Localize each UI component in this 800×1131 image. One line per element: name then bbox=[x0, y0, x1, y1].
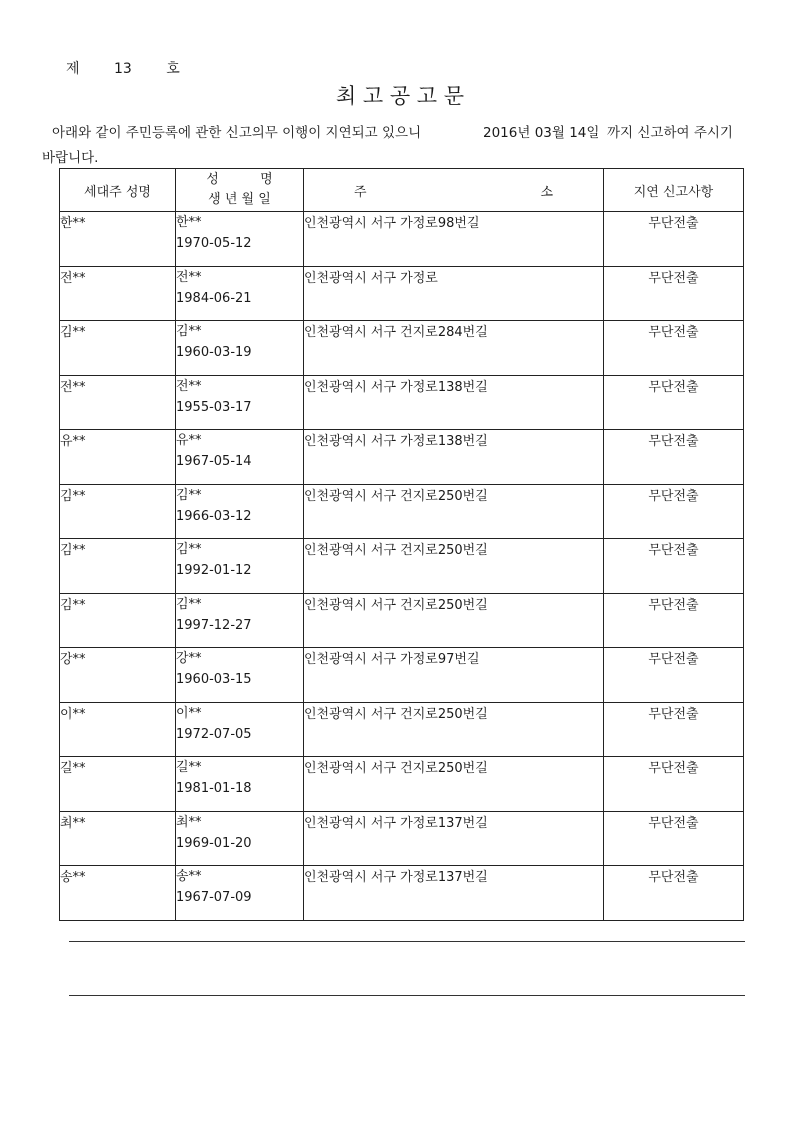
address-cell: 인천광역시 서구 가정로137번길 bbox=[304, 811, 604, 866]
person-name: 김** bbox=[176, 324, 202, 339]
intro-tail: 까지 신고하여 주시기 bbox=[607, 125, 733, 141]
person-cell bbox=[176, 811, 304, 866]
householder-cell: 전** bbox=[60, 266, 176, 321]
birth-date: 1972-07-05 bbox=[176, 726, 252, 742]
person-name: 송** bbox=[176, 869, 202, 884]
person-name: 길** bbox=[176, 760, 202, 775]
householder-cell: 이** bbox=[60, 702, 176, 757]
issue-number-line bbox=[66, 58, 180, 78]
householder-cell: 전** bbox=[60, 375, 176, 430]
notice-table bbox=[59, 168, 744, 921]
intro-line-2: 바랍니다. bbox=[42, 150, 99, 166]
person-cell bbox=[176, 484, 304, 539]
birth-date: 1960-03-19 bbox=[176, 345, 252, 360]
person-cell bbox=[176, 648, 304, 703]
birth-date: 1969-01-20 bbox=[176, 835, 252, 851]
address-cell: 인천광역시 서구 가정로98번길 bbox=[304, 212, 604, 267]
person-name: 전** bbox=[176, 378, 202, 394]
address-cell: 인천광역시 서구 가정로138번길 bbox=[304, 430, 604, 485]
person-cell bbox=[176, 430, 304, 485]
table-row bbox=[60, 375, 744, 430]
householder-cell: 김** bbox=[60, 321, 176, 376]
birth-date: 1960-03-15 bbox=[176, 672, 252, 687]
divider-line bbox=[69, 941, 745, 942]
status-cell: 무단전출 bbox=[604, 811, 744, 866]
header-address bbox=[304, 169, 604, 212]
table-row bbox=[60, 266, 744, 321]
person-name: 강** bbox=[176, 651, 202, 666]
householder-cell: 김** bbox=[60, 539, 176, 594]
person-cell bbox=[176, 702, 304, 757]
status-cell: 무단전출 bbox=[604, 539, 744, 594]
householder-cell: 김** bbox=[60, 593, 176, 648]
person-name: 한** bbox=[176, 215, 202, 230]
header-address-right: 소 bbox=[540, 184, 553, 200]
person-cell bbox=[176, 866, 304, 921]
person-cell bbox=[176, 375, 304, 430]
address-cell: 인천광역시 서구 건지로284번길 bbox=[304, 321, 604, 376]
table-row bbox=[60, 430, 744, 485]
birth-date: 1970-05-12 bbox=[176, 236, 252, 251]
table-row bbox=[60, 866, 744, 921]
header-householder: 세대주 성명 bbox=[60, 169, 176, 212]
householder-cell: 최** bbox=[60, 811, 176, 866]
address-cell: 인천광역시 서구 가정로137번길 bbox=[304, 866, 604, 921]
householder-cell: 김** bbox=[60, 484, 176, 539]
divider-line bbox=[69, 995, 745, 996]
header-name: 성 명 bbox=[206, 172, 273, 187]
person-name: 김** bbox=[176, 542, 202, 557]
person-name: 전** bbox=[176, 269, 202, 285]
person-cell bbox=[176, 212, 304, 267]
intro-text: 아래와 같이 주민등록에 관한 신고의무 이행이 지연되고 있으니 bbox=[52, 125, 422, 141]
table-row bbox=[60, 593, 744, 648]
status-cell: 무단전출 bbox=[604, 593, 744, 648]
table-row bbox=[60, 702, 744, 757]
status-cell: 무단전출 bbox=[604, 757, 744, 812]
person-name: 김** bbox=[176, 596, 202, 612]
address-cell: 인천광역시 서구 건지로250번길 bbox=[304, 702, 604, 757]
header-address-left: 주 bbox=[354, 184, 367, 200]
status-cell: 무단전출 bbox=[604, 321, 744, 376]
table-row bbox=[60, 321, 744, 376]
birth-date: 1966-03-12 bbox=[176, 508, 252, 524]
address-cell: 인천광역시 서구 건지로250번길 bbox=[304, 539, 604, 594]
table-row bbox=[60, 539, 744, 594]
status-cell: 무단전출 bbox=[604, 484, 744, 539]
table-row bbox=[60, 212, 744, 267]
issue-prefix: 제 bbox=[66, 61, 80, 77]
deadline-date: 2016년 03월 14일 bbox=[483, 125, 600, 141]
householder-cell: 한** bbox=[60, 212, 176, 267]
table-header-row bbox=[60, 169, 744, 212]
person-cell bbox=[176, 593, 304, 648]
person-name: 유** bbox=[176, 433, 202, 448]
person-name: 이** bbox=[176, 705, 202, 721]
address-cell: 인천광역시 서구 가정로138번길 bbox=[304, 375, 604, 430]
householder-cell: 유** bbox=[60, 430, 176, 485]
status-cell: 무단전출 bbox=[604, 266, 744, 321]
householder-cell: 송** bbox=[60, 866, 176, 921]
birth-date: 1967-05-14 bbox=[176, 454, 252, 469]
page-title: 최 고 공 고 문 bbox=[335, 84, 465, 108]
address-cell: 인천광역시 서구 가정로97번길 bbox=[304, 648, 604, 703]
person-cell bbox=[176, 321, 304, 376]
status-cell: 무단전출 bbox=[604, 866, 744, 921]
person-cell bbox=[176, 757, 304, 812]
intro-line-1 bbox=[52, 121, 733, 141]
birth-date: 1984-06-21 bbox=[176, 290, 252, 306]
header-birth: 생 년 월 일 bbox=[208, 192, 271, 207]
table-row bbox=[60, 484, 744, 539]
table-row bbox=[60, 648, 744, 703]
header-status: 지연 신고사항 bbox=[604, 169, 744, 212]
status-cell: 무단전출 bbox=[604, 430, 744, 485]
issue-number: 13 bbox=[113, 61, 132, 77]
status-cell: 무단전출 bbox=[604, 648, 744, 703]
birth-date: 1992-01-12 bbox=[176, 563, 252, 578]
householder-cell: 길** bbox=[60, 757, 176, 812]
address-cell: 인천광역시 서구 건지로250번길 bbox=[304, 593, 604, 648]
status-cell: 무단전출 bbox=[604, 212, 744, 267]
person-name: 최** bbox=[176, 814, 202, 830]
birth-date: 1955-03-17 bbox=[176, 399, 252, 415]
table-row bbox=[60, 811, 744, 866]
header-name-birth bbox=[176, 169, 304, 212]
householder-cell: 강** bbox=[60, 648, 176, 703]
table-row bbox=[60, 757, 744, 812]
status-cell: 무단전출 bbox=[604, 702, 744, 757]
person-name: 김** bbox=[176, 487, 202, 503]
birth-date: 1997-12-27 bbox=[176, 617, 252, 633]
person-cell bbox=[176, 266, 304, 321]
address-cell: 인천광역시 서구 건지로250번길 bbox=[304, 484, 604, 539]
status-cell: 무단전출 bbox=[604, 375, 744, 430]
birth-date: 1981-01-18 bbox=[176, 781, 252, 796]
person-cell bbox=[176, 539, 304, 594]
birth-date: 1967-07-09 bbox=[176, 890, 252, 905]
issue-suffix: 호 bbox=[166, 61, 180, 77]
address-cell: 인천광역시 서구 가정로 bbox=[304, 266, 604, 321]
address-cell: 인천광역시 서구 건지로250번길 bbox=[304, 757, 604, 812]
